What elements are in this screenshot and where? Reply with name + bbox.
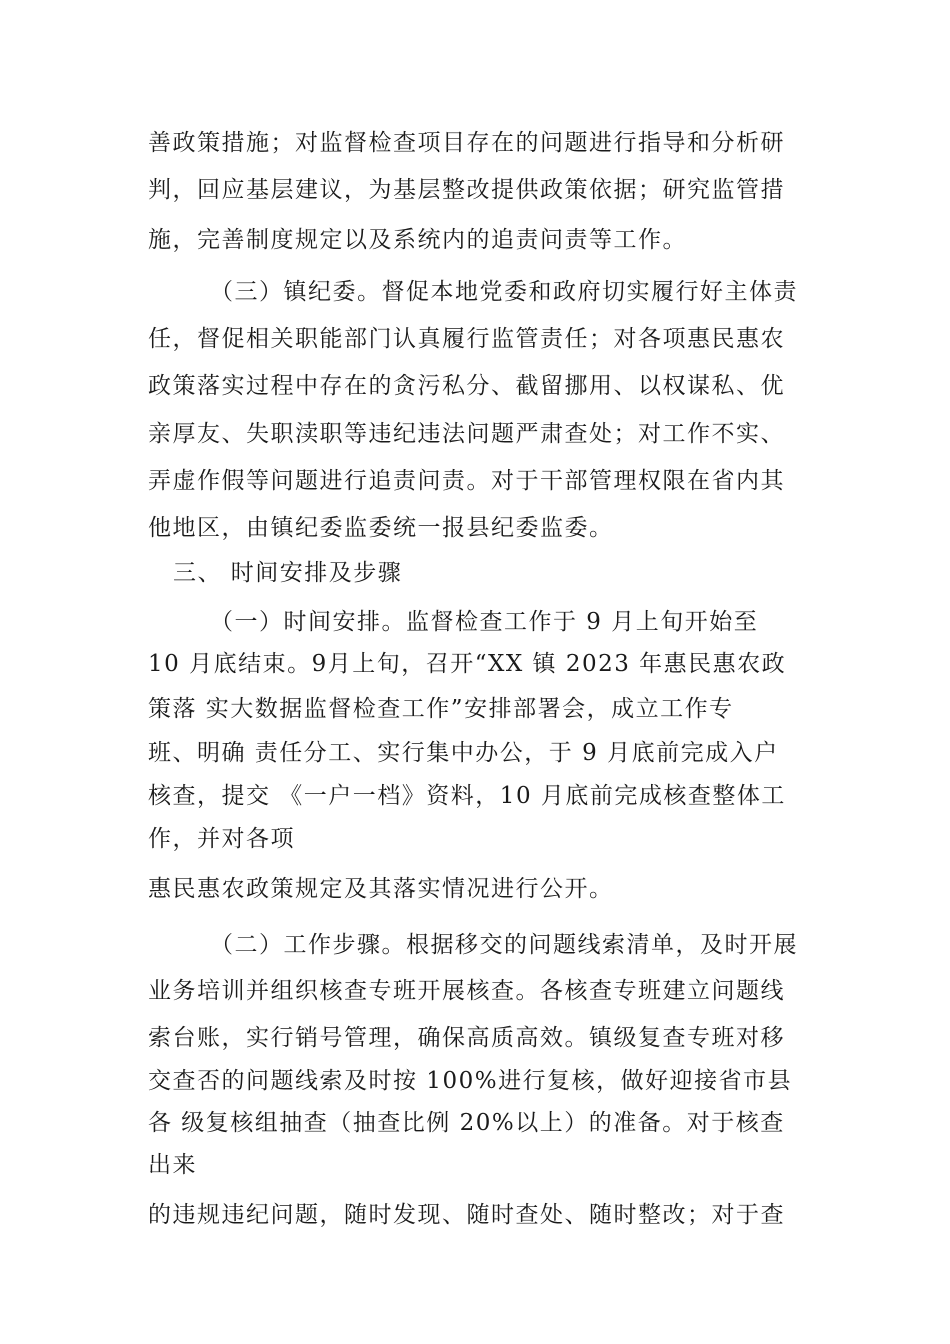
- text-line: 判，回应基层建议，为基层整改提供政策依据；研究监管措: [148, 177, 785, 203]
- text-line: 政策落实过程中存在的贪污私分、截留挪用、以权谋私、优: [148, 373, 785, 399]
- text-line: 业务培训并组织核查专班开展核查。各核查专班建立问题线: [148, 978, 785, 1004]
- text-line: 交查否的问题线索及时按 100%进行复核，做好迎接省市县: [148, 1068, 793, 1094]
- text-line: 亲厚友、失职渎职等违纪违法问题严肃查处；对工作不实、: [148, 421, 785, 447]
- text-line: 索台账，实行销号管理，确保高质高效。镇级复查专班对移: [148, 1025, 785, 1051]
- text-line: 班、明确 责任分工、实行集中办公，于 9 月底前完成入户: [148, 740, 779, 766]
- subsection-heading-2: （二）工作步骤。根据移交的问题线索清单，及时开展: [210, 932, 798, 958]
- text-line: 的违规违纪问题，随时发现、随时查处、随时整改；对于查: [148, 1202, 785, 1228]
- subsection-heading-1: （一）时间安排。监督检查工作于 9 月上旬开始至: [210, 609, 759, 635]
- text-line: 策落 实大数据监督检查工作”安排部署会，成立工作专: [148, 696, 734, 722]
- text-line: 任，督促相关职能部门认真履行监管责任；对各项惠民惠农: [148, 326, 785, 352]
- text-line: 10 月底结束。9月上旬，召开“XX 镇 2023 年惠民惠农政: [148, 651, 787, 677]
- text-line: 施，完善制度规定以及系统内的追责问责等工作。: [148, 227, 687, 253]
- text-line: 惠民惠农政策规定及其落实情况进行公开。: [148, 876, 614, 902]
- text-line: 出来: [148, 1152, 197, 1178]
- text-line: 弄虚作假等问题进行追责问责。对于干部管理权限在省内其: [148, 468, 785, 494]
- section-title: 三、 时间安排及步骤: [173, 560, 403, 586]
- text-line: 他地区，由镇纪委监委统一报县纪委监委。: [148, 515, 614, 541]
- section-heading-3: （三）镇纪委。督促本地党委和政府切实履行好主体责: [210, 279, 798, 305]
- text-line: 核查，提交 《一户一档》资料，10 月底前完成核查整体工: [148, 783, 786, 809]
- text-line: 善政策措施；对监督检查项目存在的问题进行指导和分析研: [148, 130, 785, 156]
- text-line: 作，并对各项: [148, 826, 295, 852]
- text-line: 各 级复核组抽查（抽查比例 20%以上）的准备。对于核查: [148, 1110, 785, 1136]
